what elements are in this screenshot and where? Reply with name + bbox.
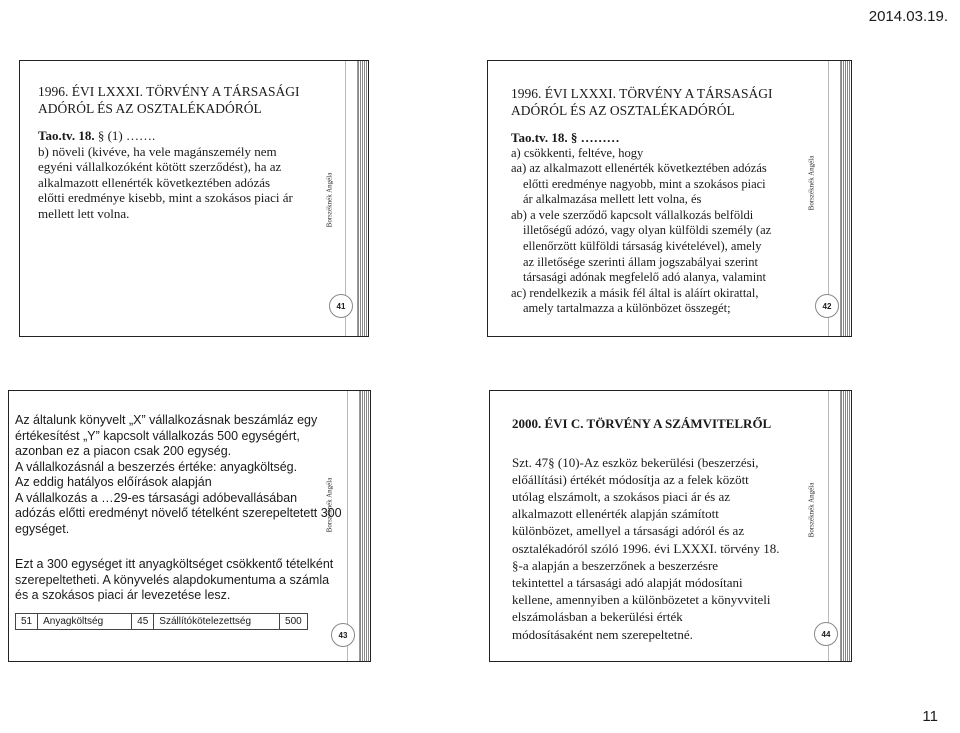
side-label: Borszéknék Angéla <box>325 477 334 533</box>
debit-account-code: 51 <box>16 614 38 630</box>
text-line: ár alkalmazása mellett lett volna, és <box>523 192 702 207</box>
text-line: ac) rendelkezik a másik fél által is aláírt okirattal, <box>511 285 759 300</box>
slide-42 <box>487 60 852 337</box>
slide-title: 1996. ÉVI LXXXI. TÖRVÉNY A TÁRSASÁGI <box>38 84 300 99</box>
text-line: egységet. <box>15 521 70 536</box>
slide-number: 43 <box>331 623 355 647</box>
slide-44 <box>489 390 852 662</box>
text-line: ellenőrzött külföldi társaság kivételével), amely <box>523 239 762 254</box>
text-line: szerepeltetheti. A könyvelés alapdokumentuma a számla <box>15 572 330 587</box>
text-line: kellene, amennyiben a különbözetet a könyvviteli <box>512 592 771 608</box>
text-line: elszámolásban a bekerülési érték <box>512 609 683 625</box>
slide-number: 41 <box>329 294 353 318</box>
text-line: illetőségű adózó, vagy olyan külföldi személy (az <box>523 223 772 238</box>
text-line: előállítási) értékét módosítja az a felek között <box>512 471 749 487</box>
example-conclusion <box>15 557 370 604</box>
text-line: osztalékadóról szóló 1996. évi LXXXI. törvény 18. <box>512 540 780 556</box>
page-number: 11 <box>922 708 938 725</box>
side-label: Borszéknék Angéla <box>807 482 816 538</box>
slide-body <box>38 144 368 222</box>
text-line: amely tartalmazza a különbözet összegét; <box>523 301 731 316</box>
text-line: és a szokásos piaci ár levezetése lesz. <box>15 588 231 602</box>
text-line: aa) az alkalmazott ellenérték következtében adózás <box>511 161 767 176</box>
slide-body <box>512 454 851 643</box>
law-reference: Tao.tv. 18. § ……… <box>511 130 620 145</box>
text-line: Az eddig hatályos előírások alapján <box>15 475 212 489</box>
text-line: előtti eredménye kisebb, mint a szokásos piaci ár <box>38 190 293 205</box>
slide-number: 42 <box>815 294 839 318</box>
slide-41 <box>19 60 369 337</box>
text-line: b) növeli (kivéve, ha vele magánszemély nem <box>38 143 277 159</box>
text-line: A vállalkozásnál a beszerzés értéke: anyagköltség. <box>15 459 298 474</box>
example-text <box>15 413 370 537</box>
text-line: értékesítést „Y” kapcsolt vállalkozás 500 egységért, <box>15 428 300 443</box>
text-line: alkalmazott ellenérték következtében adózás <box>38 174 271 190</box>
text-line: A vállalkozás a …29-es társasági adóbevallásában <box>15 490 298 505</box>
debit-account-name: Anyagköltség <box>38 614 132 630</box>
text-line: társasági adónak megfelelő adó alanya, valamint <box>523 270 766 285</box>
slide-number: 44 <box>814 622 838 646</box>
slide-title: 2000. ÉVI C. TÖRVÉNY A SZÁMVITELRŐL <box>512 416 772 431</box>
slide-subtitle: ADÓRÓL ÉS AZ OSZTALÉKADÓRÓL <box>511 103 735 118</box>
slide-43 <box>8 390 371 662</box>
text-line: adózás előtti eredményt növelő tételként szerepeltetett 300 <box>15 506 342 520</box>
text-line: §-a alapján a beszerzőnek a beszerzésre <box>512 557 719 573</box>
side-label: Borszéknék Angéla <box>325 172 334 228</box>
text-line: alkalmazott ellenérték alapján számított <box>512 506 719 522</box>
slide-title: 1996. ÉVI LXXXI. TÖRVÉNY A TÁRSASÁGI <box>511 86 773 101</box>
text-line: az illetősége szerinti állam jogszabályai szerint <box>523 254 758 269</box>
text-line: előtti eredménye nagyobb, mint a szokásos piaci <box>523 176 766 191</box>
text-line: Az általunk könyvelt „X” vállalkozásnak beszámláz egy <box>15 413 318 427</box>
text-line: a) csökkenti, feltéve, hogy <box>511 145 644 160</box>
text-line: módosításaként nem szerepeltetné. <box>512 626 693 642</box>
credit-account-name: Szállítókötelezettség <box>154 614 280 630</box>
side-label: Borszéknék Angéla <box>807 155 816 211</box>
slide-body <box>511 146 851 318</box>
text-line: különbözet, amellyel a társasági adóról és az <box>512 523 745 539</box>
text-line: utólag elszámolt, a szokásos piaci ár és az <box>512 488 731 504</box>
credit-account-code: 45 <box>132 614 154 630</box>
text-line: Ezt a 300 egységet itt anyagköltséget csökkentő tételként <box>15 557 334 571</box>
text-line: azonban ez a piacon csak 200 egység. <box>15 444 232 458</box>
text-line: egyéni vállalkozóként kötött szerződést), ha az <box>38 159 282 174</box>
text-line: tekintettel a társasági adó alapját módosítani <box>512 574 743 590</box>
text-line: mellett lett volna. <box>38 205 130 221</box>
text-line: Szt. 47§ (10)-Az eszköz bekerülési (beszerzési, <box>512 454 759 470</box>
header-date: 2014.03.19. <box>868 8 948 25</box>
text-line: ab) a vele szerződő kapcsolt vállalkozás belföldi <box>511 207 754 222</box>
slide-subtitle: ADÓRÓL ÉS AZ OSZTALÉKADÓRÓL <box>38 101 262 116</box>
accounting-entry-table <box>15 613 308 630</box>
entry-amount: 500 <box>280 614 308 630</box>
law-reference: Tao.tv. 18. § (1) ……. <box>38 128 156 143</box>
